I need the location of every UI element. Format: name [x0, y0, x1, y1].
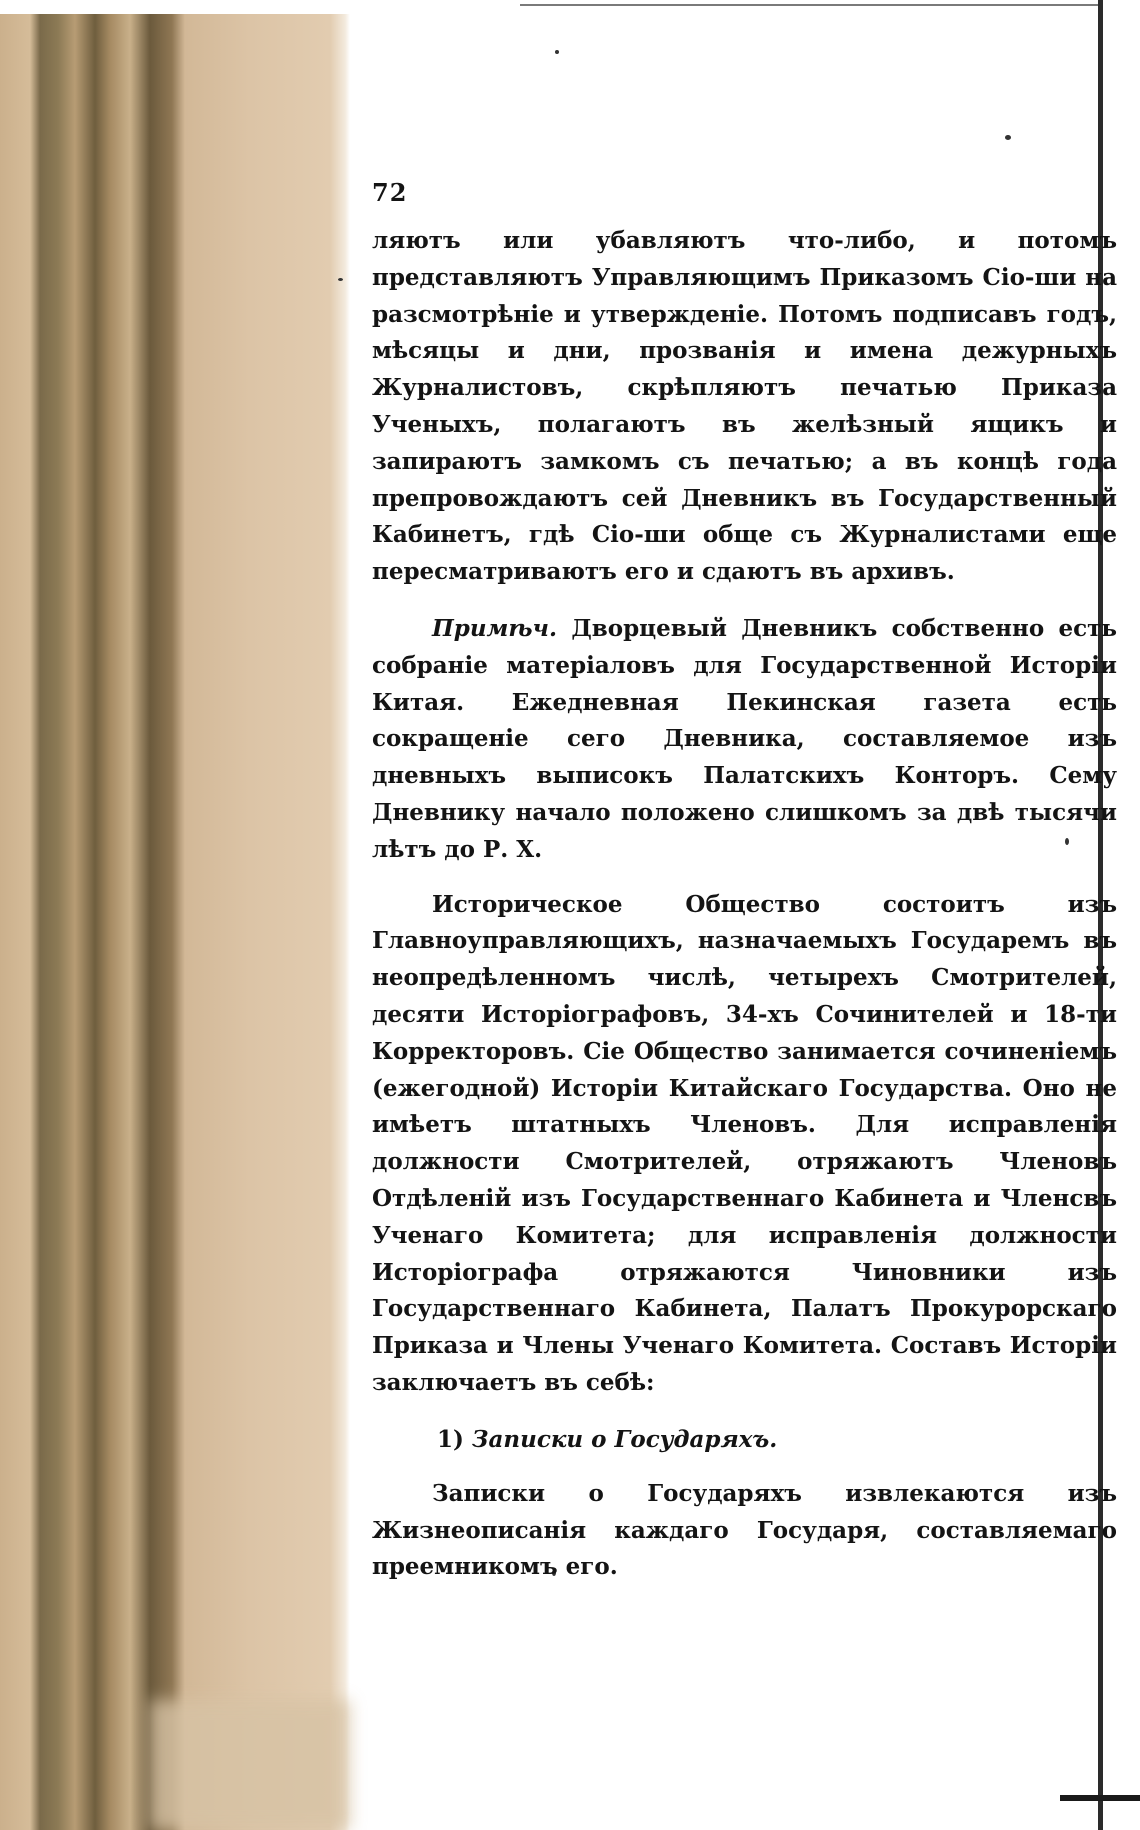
paragraph-notes-on-sovereigns: Записки о Государяхъ извлекаются изъ Жизнеописанія каждаго Государя, составляемаго преемникомъ его.: [372, 1479, 1117, 1581]
scan-speck: [555, 50, 559, 54]
scan-bottom-mark: [1060, 1795, 1140, 1801]
book-page: [372, 178, 1117, 1586]
paragraph-continuation: ляютъ или убавляютъ что-либо, и потомъ представляютъ Управляющимъ Приказомъ Сіо-ши на разсмотрѣніе и утвержденіе. Потомъ подписавъ годъ, мѣсяцы и дни, прозванія и имена дежурныхъ Журналистовъ, скрѣпляютъ печатью Приказа Ученыхъ, полагаютъ въ желѣзный ящикъ и запираютъ замкомъ съ печатью; а въ концѣ года препровождаютъ сей Дневникъ въ Государственный Кабинетъ, гдѣ Сіо-ши обще съ Журналистами еще пересматриваютъ его и сдаютъ въ архивъ.: [372, 227, 1117, 586]
section-number: 1): [437, 1425, 464, 1453]
note-label: Примѣч.: [432, 614, 557, 642]
section-heading: [372, 1422, 1117, 1458]
section-title: Записки о Государяхъ.: [471, 1425, 778, 1453]
page-shadow: [150, 1700, 350, 1830]
scan-speck: [1005, 135, 1011, 140]
book-fore-edge: [0, 0, 350, 1830]
paragraph-historical-society: Историческое Общество состоитъ изъ Главноуправляющихъ, назначаемыхъ Государемъ въ неопредѣленномъ числѣ, четырехъ Смотрителей, десяти Исторіографовъ, 34-хъ Сочинителей и 18-ти Корректоровъ. Сіе Общество занимается сочиненіемъ (ежегодной) Исторіи Китайскаго Государства. Оно не имѣетъ штатныхъ Членовъ. Для исправленія должности Смотрителей, отряжаютъ Членовъ Отдѣленій изъ Государственнаго Кабинета и Членсвъ Ученаго Комитета; для исправленія должности Исторіографа отряжаются Чиновники изъ Государственнаго Кабинета, Палатъ Прокурорскаго Приказа и Члены Ученаго Комитета. Составъ Исторіи заключаетъ въ себѣ:: [372, 890, 1117, 1396]
scan-speck: [338, 278, 343, 281]
scan-top-line: [520, 4, 1100, 6]
note-text: Дворцевый Дневникъ собственно есть собраніе матеріаловъ для Государственной Исторіи Китая. Ежедневная Пекинская газета есть сокращеніе сего Дневника, составляемое изъ дневныхъ выписокъ Палатскихъ Конторъ. Сему Дневнику начало положено слишкомъ за двѣ тысячи лѣтъ до Р. Х.: [372, 614, 1117, 863]
note-paragraph: [372, 611, 1117, 869]
page-number: 72: [372, 178, 408, 207]
